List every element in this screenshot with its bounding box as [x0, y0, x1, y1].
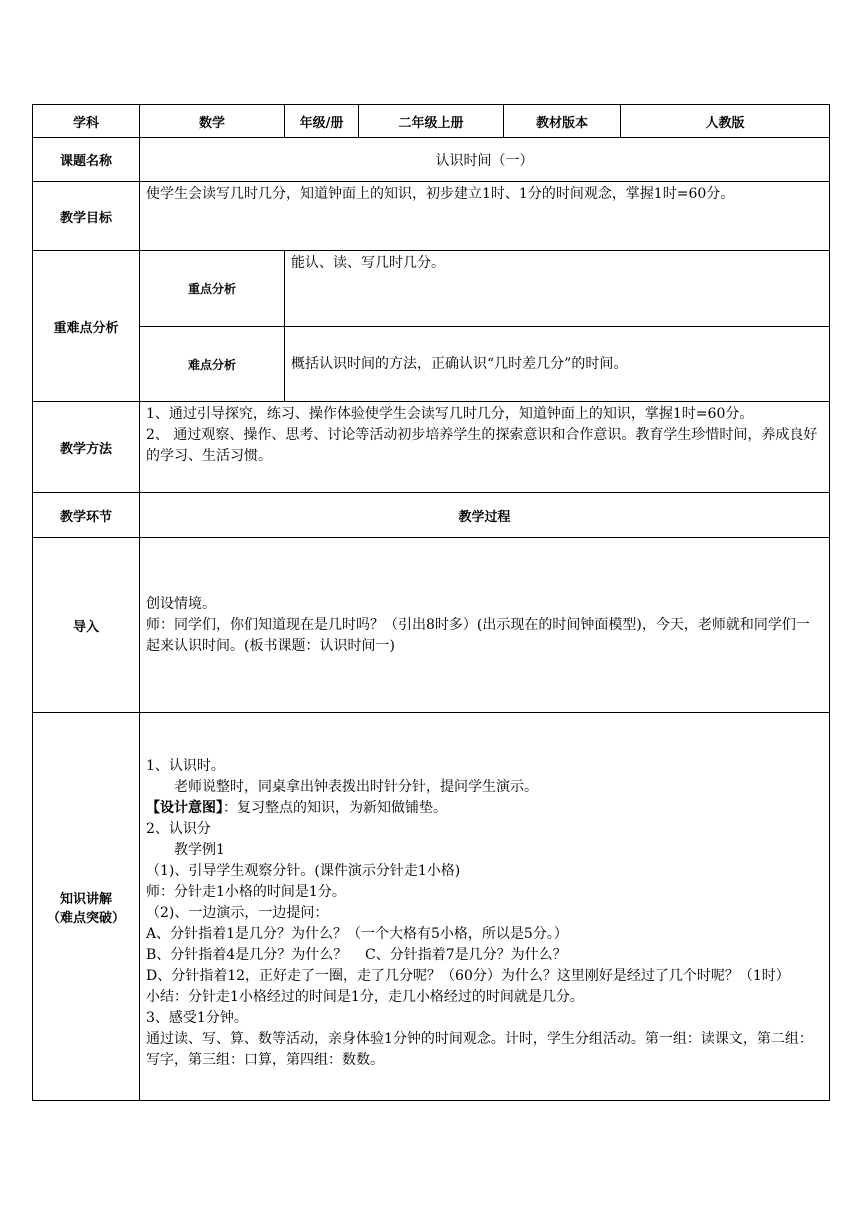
knowledge-label	[33, 713, 140, 1101]
intro-line: 创设情境。	[146, 595, 216, 612]
knowledge-line: 小结：分针走1小格经过的时间是1分，走几小格经过的时间就是几分。	[146, 989, 584, 1005]
method-item: 2、 通过观察、操作、思考、讨论等活动初步培养学生的探索意识和合作意识。教育学生珍惜时间，养成良好的学习、生活习惯。	[146, 427, 818, 464]
knowledge-line: （2)、一边演示，一边提问：	[146, 905, 329, 921]
process-header: 教学过程	[140, 493, 830, 538]
knowledge-line	[146, 798, 823, 819]
knowledge-line: D、分针指着12，正好走了一圈，走了几分呢？（60分）为什么？这里刚好是经过了几个时呢？（1时）	[146, 968, 790, 984]
intro-line: 师：同学们，你们知道现在是几时吗？（引出8时多）(出示现在的时间钟面模型)，今天，老师就和同学们一起来认识时间。(板书课题：认识时间一)	[146, 616, 810, 654]
objectives-text: 使学生会读写几时几分，知道钟面上的知识，初步建立1时、1分的时间观念，掌握1时=60分。	[140, 182, 830, 251]
stage-header: 教学环节	[33, 493, 140, 538]
knowledge-label-line: 知识讲解	[59, 891, 112, 907]
knowledge-line: A、分针指着1是几分？为什么？（一个大格有5小格，所以是5分。）	[146, 926, 568, 942]
knowledge-line: 1、认识时。	[146, 758, 225, 774]
knowledge-line: 教学例1	[174, 842, 225, 858]
methods-label: 教学方法	[33, 402, 140, 493]
header-row	[33, 105, 830, 138]
intro-label: 导入	[33, 538, 140, 713]
subject-value: 数学	[140, 105, 285, 138]
method-item: 1、通过引导探究，练习、操作体验使学生会读写几时几分，知道钟面上的知识，掌握1时=60分。	[146, 406, 754, 422]
edition-value: 人教版	[621, 105, 830, 138]
difficult-point-label: 难点分析	[140, 327, 285, 402]
knowledge-line: B、分针指着4是几分？为什么？ C、分针指着7是几分？为什么？	[146, 947, 567, 963]
knowledge-row	[33, 713, 830, 1101]
topic-label: 课题名称	[33, 138, 140, 182]
intro-cell	[140, 538, 830, 713]
key-point-text: 能认、读、写几时几分。	[285, 251, 830, 327]
methods-cell	[140, 402, 830, 493]
grade-label: 年级/册	[285, 105, 359, 138]
key-point-row	[33, 251, 830, 327]
process-header-row	[33, 493, 830, 538]
objectives-row	[33, 182, 830, 251]
subject-label: 学科	[33, 105, 140, 138]
analysis-label: 重难点分析	[33, 251, 140, 402]
difficult-point-row	[33, 327, 830, 402]
difficult-point-text: 概括认识时间的方法，正确认识“几时差几分”的时间。	[285, 327, 830, 402]
knowledge-line: （1)、引导学生观察分针。(课件演示分针走1小格)	[146, 863, 461, 879]
topic-value: 认识时间（一）	[140, 138, 830, 182]
design-intent-tag: 【设计意图】	[146, 800, 223, 816]
edition-label: 教材版本	[504, 105, 621, 138]
knowledge-label-line: （难点突破）	[46, 910, 125, 926]
knowledge-line: 2、认识分	[146, 821, 211, 837]
knowledge-cell	[140, 713, 830, 1101]
key-point-label: 重点分析	[140, 251, 285, 327]
topic-row	[33, 138, 830, 182]
knowledge-line: 3、感受1分钟。	[146, 1010, 248, 1026]
lesson-plan-table	[32, 104, 830, 1101]
objectives-label: 教学目标	[33, 182, 140, 251]
grade-value: 二年级上册	[359, 105, 504, 138]
knowledge-line: 老师说整时，同桌拿出钟表拨出时针分针，提问学生演示。	[174, 779, 538, 795]
knowledge-line: 通过读、写、算、数等活动，亲身体验1分钟的时间观念。计时，学生分组活动。第一组：读课文，第二组：写字，第三组：口算，第四组：数数。	[146, 1031, 813, 1068]
design-intent-text: ：复习整点的知识，为新知做铺垫。	[223, 800, 447, 816]
methods-row	[33, 402, 830, 493]
intro-row	[33, 538, 830, 713]
knowledge-line: 师：分针走1小格的时间是1分。	[146, 884, 346, 900]
